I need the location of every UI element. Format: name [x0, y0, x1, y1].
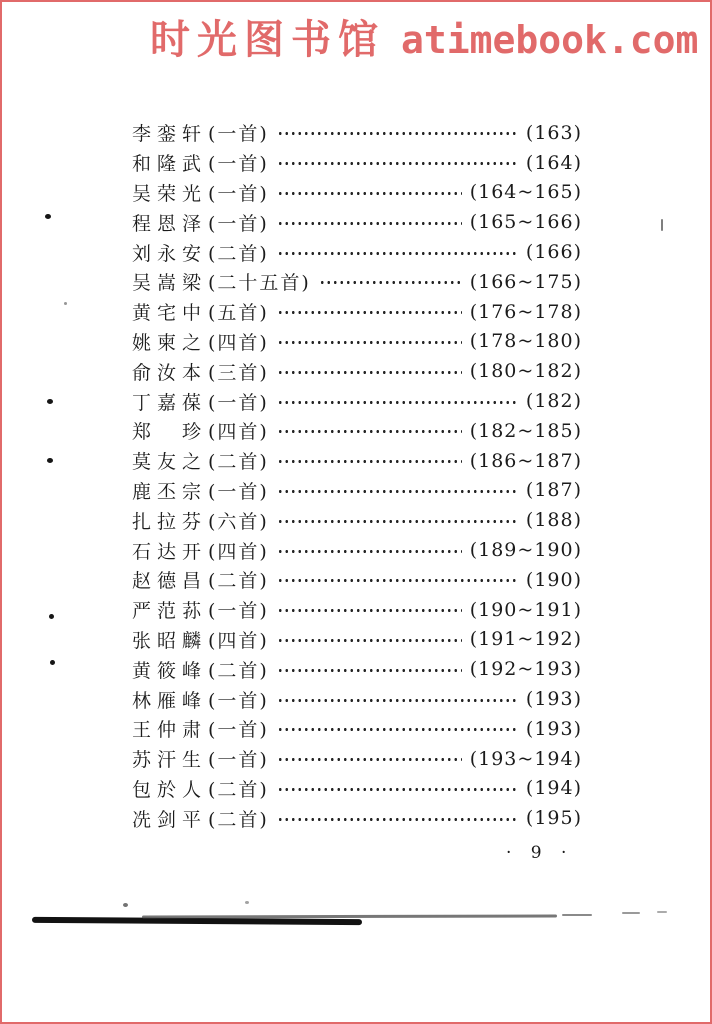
poet-name: 丁嘉葆: [132, 391, 208, 414]
dot-leader: [277, 817, 518, 822]
poem-count: (二首): [208, 570, 269, 593]
toc-entry: [132, 446, 582, 476]
dot-leader: [277, 549, 462, 554]
page-range: (176~178): [469, 300, 582, 323]
dot-leader: [277, 698, 518, 703]
poet-name: 黄筱峰: [132, 659, 208, 682]
dot-leader: [277, 787, 518, 792]
dot-leader: [277, 221, 462, 226]
scan-streak: [657, 911, 667, 913]
dot-leader: [277, 429, 462, 434]
scan-speck: [245, 901, 249, 904]
scan-speck: [50, 660, 55, 665]
toc-entry: [132, 386, 582, 416]
toc-entry: [132, 297, 582, 327]
page-range: (182~185): [469, 419, 582, 442]
poet-name: 赵德昌: [132, 570, 208, 593]
dot-leader: [277, 638, 462, 643]
page-range: (190~191): [469, 598, 582, 621]
toc-entry: [132, 744, 582, 774]
poem-count: (一首): [208, 719, 269, 742]
scan-speck: [123, 903, 128, 907]
page-range: (186~187): [469, 449, 582, 472]
page-range: (164): [525, 151, 582, 174]
poet-name: 鹿丕宗: [132, 480, 208, 503]
page-range: (191~192): [469, 628, 582, 651]
watermark-header: [150, 8, 698, 65]
page-range: (189~190): [469, 539, 582, 562]
scan-speck: [661, 219, 663, 231]
scan-speck: [49, 614, 54, 619]
page-range: (180~182): [469, 360, 582, 383]
poet-name: 扎拉芬: [132, 510, 208, 533]
poem-count: (二首): [208, 451, 269, 474]
poem-count: (一首): [208, 480, 269, 503]
toc-entry: [132, 178, 582, 208]
toc-entry: [132, 207, 582, 237]
poem-count: (二首): [208, 808, 269, 831]
poem-count: (四首): [208, 421, 269, 444]
poem-count: (二首): [208, 242, 269, 265]
dot-leader: [277, 489, 518, 494]
poem-count: (五首): [208, 302, 269, 325]
toc-entry: [132, 237, 582, 267]
scan-streak: [562, 914, 592, 916]
dot-leader: [277, 310, 462, 315]
scan-streak: [622, 912, 640, 914]
page-range: (178~180): [469, 330, 582, 353]
poet-name: 冼剑平: [132, 808, 208, 831]
poet-name: 刘永安: [132, 242, 208, 265]
poet-name: 吴嵩梁: [132, 272, 208, 295]
poem-count: (四首): [208, 331, 269, 354]
dot-leader: [277, 191, 462, 196]
poem-count: (一首): [208, 212, 269, 235]
poet-name: 黄宅中: [132, 302, 208, 325]
poem-count: (一首): [208, 600, 269, 623]
page-range: (188): [525, 509, 582, 532]
poet-name: 俞汝本: [132, 361, 208, 384]
page-range: (164~165): [469, 181, 582, 204]
toc-entry: [132, 356, 582, 386]
page-number: · 9 ·: [506, 843, 574, 863]
page-range: (194): [525, 777, 582, 800]
dot-leader: [277, 131, 518, 136]
toc-entry: [132, 595, 582, 625]
page-range: (187): [525, 479, 582, 502]
poet-name: 姚柬之: [132, 331, 208, 354]
dot-leader: [277, 251, 518, 256]
poem-count: (四首): [208, 629, 269, 652]
poem-count: (六首): [208, 510, 269, 533]
toc-entry: [132, 416, 582, 446]
dot-leader: [277, 727, 518, 732]
page-range: (195): [525, 807, 582, 830]
toc-entry: [132, 625, 582, 655]
poet-name: 石达开: [132, 540, 208, 563]
dot-leader: [277, 400, 518, 405]
dot-leader: [277, 608, 462, 613]
poem-count: (二首): [208, 778, 269, 801]
toc-entry: [132, 684, 582, 714]
page-range: (182): [525, 390, 582, 413]
poet-name: 王仲肃: [132, 719, 208, 742]
scan-speck: [47, 399, 53, 404]
toc-entry: [132, 654, 582, 684]
toc-entry: [132, 803, 582, 833]
toc-entry: [132, 774, 582, 804]
scan-speck: [47, 458, 53, 463]
toc-entry: [132, 267, 582, 297]
poem-count: (三首): [208, 361, 269, 384]
dot-leader: [277, 340, 462, 345]
poem-count: (一首): [208, 391, 269, 414]
dot-leader: [319, 280, 462, 285]
watermark-site-url: atimebook.com: [401, 18, 699, 62]
dot-leader: [277, 459, 462, 464]
poet-name: 郑 珍: [132, 421, 208, 444]
poet-name: 严范荪: [132, 600, 208, 623]
page-range: (166~175): [469, 270, 582, 293]
page-range: (163): [525, 121, 582, 144]
page-range: (190): [525, 568, 582, 591]
poem-count: (一首): [208, 689, 269, 712]
scan-streak: [142, 914, 557, 918]
toc-entry: [132, 327, 582, 357]
toc-entry: [132, 148, 582, 178]
poet-name: 吴荣光: [132, 182, 208, 205]
poet-name: 莫友之: [132, 451, 208, 474]
page-range: (166): [525, 241, 582, 264]
toc-entry: [132, 535, 582, 565]
poet-name: 李銮轩: [132, 123, 208, 146]
page-range: (193): [525, 688, 582, 711]
poet-name: 包於人: [132, 778, 208, 801]
page-range: (193): [525, 717, 582, 740]
toc-entry: [132, 714, 582, 744]
poet-name: 和隆武: [132, 153, 208, 176]
scan-speck: [45, 214, 51, 219]
page-range: (193~194): [469, 747, 582, 770]
toc-list: [132, 118, 582, 833]
dot-leader: [277, 370, 462, 375]
dot-leader: [277, 668, 462, 673]
dot-leader: [277, 519, 518, 524]
poem-count: (二十五首): [208, 272, 311, 295]
poem-count: (一首): [208, 182, 269, 205]
page-range: (192~193): [469, 658, 582, 681]
toc-entry: [132, 565, 582, 595]
dot-leader: [277, 757, 462, 762]
poem-count: (二首): [208, 659, 269, 682]
poem-count: (一首): [208, 749, 269, 772]
poem-count: (一首): [208, 123, 269, 146]
toc-entry: [132, 118, 582, 148]
watermark-site-name: 时光图书馆: [150, 17, 385, 63]
page-range: (165~166): [469, 211, 582, 234]
toc-entry: [132, 476, 582, 506]
toc-entry: [132, 505, 582, 535]
dot-leader: [277, 578, 518, 583]
scan-speck: [64, 302, 67, 305]
poem-count: (一首): [208, 153, 269, 176]
poet-name: 张昭麟: [132, 629, 208, 652]
poet-name: 林雁峰: [132, 689, 208, 712]
poet-name: 程恩泽: [132, 212, 208, 235]
poet-name: 苏汗生: [132, 749, 208, 772]
poem-count: (四首): [208, 540, 269, 563]
dot-leader: [277, 161, 518, 166]
